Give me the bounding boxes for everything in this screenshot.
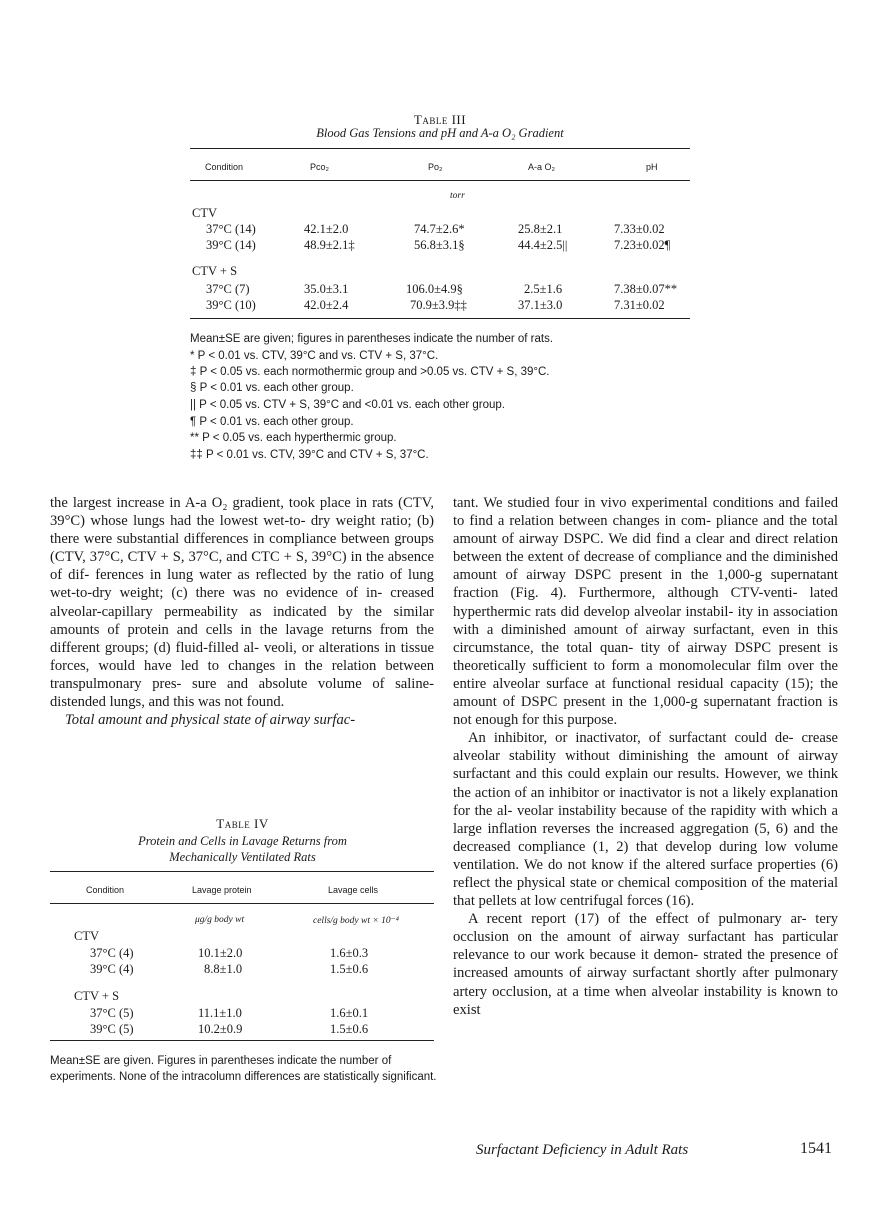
table-iii-header-ph: pH	[646, 162, 658, 172]
table-iii-note: || P < 0.05 vs. CTV + S, 39°C and <0.01 vs. each other group.	[190, 399, 505, 411]
table-iv-row-protein: 11.1±1.0	[198, 1006, 242, 1020]
table-iii-row-ph: 7.38±0.07**	[614, 282, 678, 296]
text-line: veolar instability because of the rapidity with which	[516, 802, 827, 819]
table-iii-row-po2: 56.8±3.1§	[414, 238, 465, 252]
table-iv-caption-line: Mechanically Ventilated Rats	[169, 850, 316, 864]
table-iii-row-ph: 7.23±0.02¶	[614, 238, 671, 252]
table-iv-group-ctv: CTV	[74, 929, 99, 943]
left-para-1	[50, 494, 434, 711]
text-line: in compliance between groups (CTV, 37°C, CTV	[50, 531, 434, 566]
text-line: and this was not found.	[148, 694, 285, 711]
text-line: or chemical composition of the material that pellets	[453, 874, 838, 910]
text-line: particular relevance to our work because it demon-	[453, 929, 838, 964]
text-line: strated the presence of increased amounts of airway	[453, 947, 838, 982]
table-iv-row-cells: 1.6±0.3	[330, 946, 369, 960]
table-iv-unit-protein: μg/g body wt	[195, 915, 245, 925]
table-iii-group-ctv: CTV	[192, 206, 217, 220]
left-para-2-section-heading: Total amount and physical state of airway surfac-	[65, 712, 356, 729]
table-iv-row-cells: 1.6±0.1	[330, 1006, 369, 1020]
table-iii-note: * P < 0.01 vs. CTV, 39°C and vs. CTV + S, 37°C.	[190, 350, 439, 362]
table-iv-header-condition: Condition	[86, 885, 125, 895]
text-line: at a time when alveolar instability is known to exist	[453, 983, 838, 1018]
table-iii-note: § P < 0.01 vs. each other group.	[190, 382, 354, 394]
table-iii-note: ‡‡ P < 0.01 vs. CTV, 39°C and CTV + S, 37°C.	[190, 449, 429, 461]
text-line: tery occlusion on the amount of airway surfactant has	[453, 911, 838, 946]
text-line: the largest increase in A-a O₂ gradient, took place in	[50, 495, 368, 511]
table-iii-note: Mean±SE are given; figures in parentheses indicate the number of rats.	[190, 333, 554, 345]
table-iii-header-rule	[190, 180, 690, 181]
table-iv-row-condition: 37°C (5)	[90, 1006, 134, 1020]
table-iii-row-pco2: 48.9±2.1‡	[304, 238, 355, 252]
table-iv-row-condition: 39°C (5)	[90, 1022, 134, 1036]
text-line: dry weight ratio; (b) there were substantial differences	[50, 513, 434, 548]
table-iii-note: ¶ P < 0.01 vs. each other group.	[190, 416, 354, 428]
table-iv-title: Table IV	[216, 816, 269, 831]
table-iii-row-aao2: 37.1±3.0	[518, 298, 563, 312]
text-line: results. However, we think the action of an inhibitor	[453, 766, 839, 801]
text-line: at low centrifugal forces (16).	[520, 893, 695, 910]
table-iv-row-protein: 10.2±0.9	[198, 1022, 243, 1036]
table-iii-caption: Blood Gas Tensions and pH and A-a O₂ Gradient	[316, 126, 564, 140]
running-title: Surfactant Deficiency in Adult Rats	[476, 1142, 689, 1158]
table-iii-header-aao2: A-a O₂	[528, 162, 555, 172]
right-para-1	[453, 494, 838, 729]
text-line: of DSPC present in the 1,000-g supernatant fraction	[502, 694, 823, 711]
table-iii-top-rule	[190, 148, 690, 149]
text-line: fraction (Fig. 4). Furthermore, although CTV-venti-	[453, 585, 798, 602]
table-iii-note: ‡ P < 0.05 vs. each normothermic group and >0.05 vs. CTV + S, 39°C.	[190, 366, 550, 378]
table-iii-row-pco2: 35.0±3.1	[304, 282, 349, 296]
table-iii-row-condition: 39°C (14)	[206, 238, 256, 252]
text-line: ferences in lung water as reflected by the ratio of lung	[95, 567, 434, 584]
table-iv-row-cells: 1.5±0.6	[330, 962, 369, 976]
table-iii-bottom-rule	[190, 318, 690, 319]
text-line: sure and absolute volume of saline-distended lungs,	[50, 675, 435, 711]
text-line: + S, 37°C, and CTC + S, 39°C) in the absence of dif-	[50, 549, 434, 584]
text-line: crease alveolar stability without diminishing the	[453, 730, 838, 765]
text-line: the similar amounts of protein and cells in the lavage	[50, 603, 435, 638]
table-iii-row-condition: 37°C (14)	[206, 222, 256, 236]
table-iv-note: Mean±SE are given. Figures in parentheses indicate the number of experiments. None of the intracolumn differences are statistically significant.	[50, 1055, 437, 1083]
text-line: or inactivator is not a likely explanation for the al-	[453, 784, 839, 819]
table-iv-header-protein: Lavage protein	[192, 885, 252, 895]
text-line: and failed to find a relation between changes in com-	[453, 495, 838, 530]
table-iii-row-ph: 7.31±0.02	[614, 298, 665, 312]
table-iv-header-cells: Lavage cells	[328, 885, 379, 895]
table-iii-row-po2: 70.9±3.9‡‡	[410, 298, 467, 312]
table-iv-top-rule	[50, 871, 434, 872]
table-iii-row-po2: 74.7±2.6*	[414, 222, 465, 236]
text-line: pliance and the total amount of airway DSPC. We did	[453, 513, 838, 548]
table-iv-row-protein: 8.8±1.0	[204, 962, 243, 976]
table-iv-row-condition: 37°C (4)	[90, 946, 134, 960]
table-iv-caption-line: Protein and Cells in Lavage Returns from	[138, 834, 347, 848]
text-line: tant. We studied four in vivo experimental conditions	[453, 495, 774, 511]
table-iii-row-pco2: 42.1±2.0	[304, 222, 349, 236]
table-iii-row-pco2: 42.0±2.4	[304, 298, 349, 312]
table-iii-header-pco2: Pco₂	[310, 162, 330, 172]
text-line: find a clear and direct relation between the extent of	[453, 531, 838, 566]
text-line: during low volume ventilation. We do not know if the	[453, 838, 838, 873]
table-iv-header-rule	[50, 903, 434, 904]
text-line: changes in the relation between transpulmonary pres-	[50, 657, 435, 692]
text-line: An inhibitor, or inactivator, of surfactant could de-	[468, 730, 794, 747]
page-number: 1541	[800, 1140, 832, 1157]
table-iv-bottom-rule	[50, 1040, 434, 1041]
table-iii-title: Table III	[413, 112, 467, 127]
table-iii-row-condition: 39°C (10)	[206, 298, 256, 312]
table-iii-note: ** P < 0.05 vs. each hyperthermic group.	[190, 432, 397, 444]
right-column-text	[453, 494, 838, 1019]
table-iii-row-aao2: 44.4±2.5||	[518, 238, 568, 252]
table-iv-group-ctv-s: CTV + S	[74, 989, 120, 1003]
text-line: tity of airway DSPC present is theoretically sufficient	[453, 639, 839, 674]
table-iii-row-condition: 37°C (7)	[206, 282, 250, 296]
table-iv-row-condition: 39°C (4)	[90, 962, 134, 976]
text-line: surfactant shortly after pulmonary artery occlusion,	[453, 965, 838, 1000]
text-line: altered surface properties (6) reflect the physical state	[453, 856, 838, 891]
text-line: A recent report (17) of the effect of pulmonary ar-	[468, 911, 807, 928]
table-iii-header-po2: Po₂	[428, 162, 443, 172]
text-line: wet-to-dry weight; (c) there was no evidence of in-	[50, 585, 383, 602]
text-line: a large inflation reverses the increased aggregation (5,	[453, 802, 838, 837]
text-line: rats (CTV, 39°C) whose lungs had the lowest wet-to-	[50, 495, 434, 530]
table-iv-caption	[50, 833, 435, 865]
table-iv-unit-cells: cells/g body wt × 10⁻⁴	[313, 916, 399, 926]
text-line: surface at functional residual capacity (15); the amount	[453, 675, 838, 711]
table-iv-row-protein: 10.1±2.0	[198, 946, 243, 960]
right-para-2	[453, 729, 838, 910]
text-line: ity in association with a diminished amount of airway	[453, 603, 838, 638]
table-iv-row-cells: 1.5±0.6	[330, 1022, 369, 1036]
text-line: amount of airway surfactant and this could explain our	[453, 748, 838, 783]
left-column-text	[50, 494, 434, 729]
text-line: of airway DSPC present in the 1,000-g supernatant	[505, 567, 838, 584]
table-iii-row-aao2: 2.5±1.6	[524, 282, 563, 296]
text-line: creased alveolar-capillary permeability as indicated by	[50, 585, 434, 620]
table-iii-row-ph: 7.33±0.02	[614, 222, 665, 236]
text-line: to form a monomolecular film over the entire alveolar	[453, 657, 838, 692]
table-iii-row-aao2: 25.8±2.1	[518, 222, 563, 236]
text-line: 6) and the decreased compliance (1, 2) that develop	[453, 820, 838, 855]
right-para-3	[453, 910, 838, 1019]
text-line: is not enough for this purpose.	[453, 694, 838, 729]
text-line: returns from the different groups; (d) fluid-filled al-	[50, 621, 435, 656]
text-line: veoli, or alterations in tissue forces, would have led to	[50, 639, 434, 674]
text-line: decrease of compliance and the diminished amount	[453, 549, 838, 584]
table-iii-unit-label: torr	[450, 191, 465, 201]
text-line: lated hyperthermic rats did develop alveolar instabil-	[453, 585, 838, 620]
table-iii-group-ctv-s: CTV + S	[192, 264, 238, 278]
text-line: surfactant, even in this circumstance, the total quan-	[453, 621, 838, 656]
table-iii-row-po2: 106.0±4.9§	[406, 282, 463, 296]
table-iii-header-condition: Condition	[205, 162, 244, 172]
